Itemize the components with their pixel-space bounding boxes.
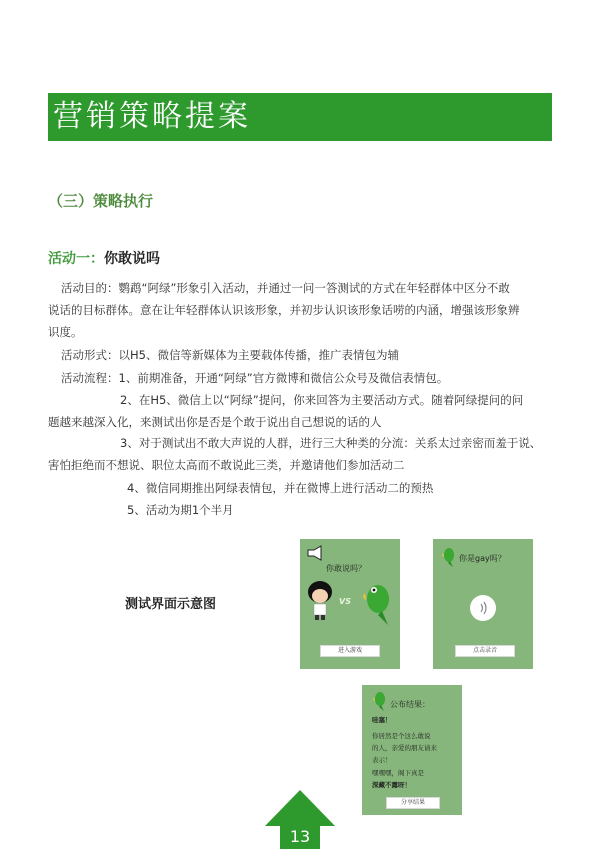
parrot-icon [360,579,394,627]
body-line: 2、在H5、微信上以“阿绿”提问，你来回答为主要活动方式。随着阿绿提问的问 [120,393,524,407]
body-line: 说话的目标群体。意在让年轻群体认识该形象，并初步认识该形象话唠的内涵，增强该形象辨 [48,303,520,317]
test-screen-2 [433,539,533,669]
page-number: 13 [289,827,311,846]
question-text: 你敢说吗？ [326,564,366,573]
section-heading: （三）策略执行 [48,192,154,210]
result-line: 深藏不露呀！ [372,781,411,789]
test-screen-1 [300,539,400,669]
result-title: 公布结果： [390,700,430,709]
share-result-button[interactable]: 分享结果 [386,797,440,809]
parrot-icon [372,691,386,711]
body-line: 害怕拒绝而不想说、职位太高而不敢说此三类，并邀请他们参加活动二 [48,458,405,472]
record-icon[interactable] [469,594,497,622]
vs-text: VS [339,597,351,606]
result-line: 哇塞！ [372,716,392,724]
result-line: 嘿嘿嘿，阁下真是 [372,769,424,777]
figure-label: 测试界面示意图 [125,597,217,612]
result-line: 你居然是个这么敢说 [372,732,431,740]
page-title: 营销策略提案 [53,99,251,134]
result-screen [362,685,462,815]
body-line: 3、对于测试出不敢大声说的人群，进行三大种类的分流：关系太过亲密而羞于说、 [120,436,542,450]
body-line: 活动流程：1、前期准备，开通“阿绿”官方微博和微信公众号及微信表情包。 [61,371,449,385]
activity-title [48,248,160,268]
megaphone-icon [306,545,324,561]
activity-name: 你敢说吗 [104,251,160,267]
result-line: 的人，亲爱的朋友请来 [372,744,437,752]
result-line: 表示！ [372,756,392,764]
question-text: 你是gay吗？ [459,554,506,563]
body-line: 活动形式：以H5、微信等新媒体为主要载体传播，推广表情包为辅 [61,348,399,362]
body-line: 识度。 [48,325,83,339]
body-line: 5、活动为期1个半月 [127,503,234,517]
activity-prefix: 活动一： [48,251,104,267]
record-button[interactable]: 点击录音 [455,645,515,657]
parrot-icon [441,547,455,567]
enter-game-button[interactable]: 进入游戏 [320,645,380,657]
body-line: 4、微信同期推出阿绿表情包，并在微博上进行活动二的预热 [127,481,434,495]
body-line: 活动目的：鹦鹉“阿绿”形象引入活动，并通过一问一答测试的方式在年轻群体中区分不敢 [61,281,510,295]
body-line: 题越来越深入化，来测试出你是否是个敢于说出自己想说的话的人 [48,415,382,429]
cartoon-person-icon [306,579,334,621]
